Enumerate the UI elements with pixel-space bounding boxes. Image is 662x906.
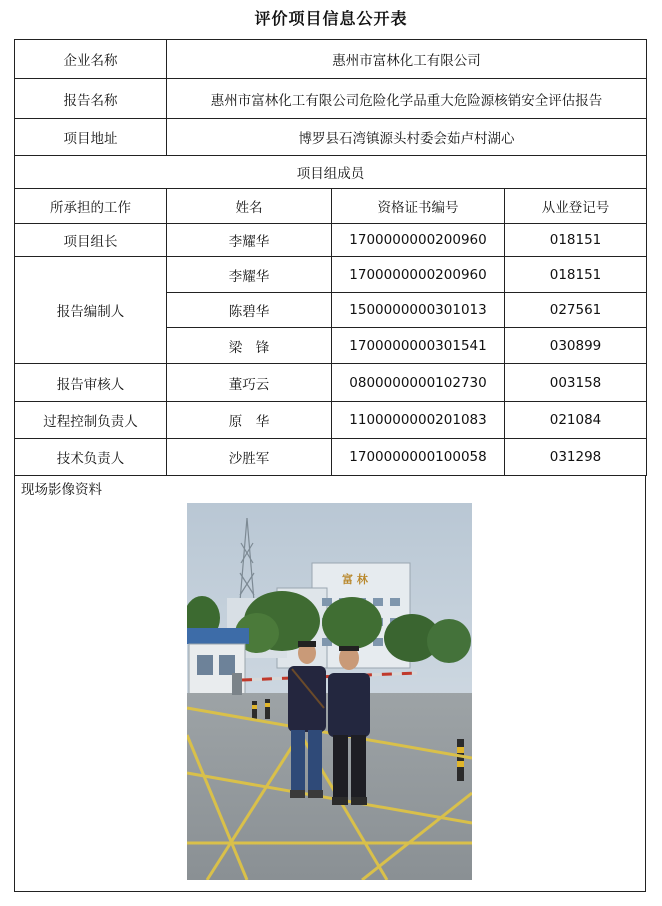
address-label: 项目地址 (15, 119, 167, 156)
page-title: 评价项目信息公开表 (254, 9, 408, 28)
role-cell: 项目组长 (15, 224, 167, 257)
building-sign: 富 林 (342, 573, 368, 586)
table-row (15, 402, 647, 439)
reg-cell: 030899 (505, 328, 647, 364)
photo-section-label: 现场影像资料 (21, 482, 102, 498)
members-header-row (15, 156, 647, 189)
cert-cell: 1700000000200960 (332, 224, 505, 257)
cert-cell: 1500000000301013 (332, 293, 505, 328)
photo-section (14, 475, 646, 892)
reg-cell: 031298 (505, 439, 647, 476)
table-row (15, 439, 647, 476)
address-row (15, 119, 647, 156)
role-cell: 报告编制人 (15, 257, 167, 364)
name-cell: 梁 锋 (167, 328, 332, 364)
cert-cell: 1700000000200960 (332, 257, 505, 293)
report-label: 报告名称 (15, 79, 167, 119)
report-value: 惠州市富林化工有限公司危险化学品重大危险源核销安全评估报告 (167, 79, 647, 119)
column-header-cert: 资格证书编号 (332, 189, 505, 224)
column-header-name: 姓名 (167, 189, 332, 224)
column-header-row (15, 189, 647, 224)
reg-cell: 027561 (505, 293, 647, 328)
address-value: 博罗县石湾镇源头村委会茹卢村湖心 (167, 119, 647, 156)
members-header: 项目组成员 (15, 156, 647, 189)
reg-cell: 003158 (505, 364, 647, 402)
column-header-role: 所承担的工作 (15, 189, 167, 224)
cert-cell: 1700000000100058 (332, 439, 505, 476)
column-header-reg: 从业登记号 (505, 189, 647, 224)
company-row (15, 40, 647, 79)
name-cell: 董巧云 (167, 364, 332, 402)
report-row (15, 79, 647, 119)
company-value: 惠州市富林化工有限公司 (167, 40, 647, 79)
reg-cell: 018151 (505, 224, 647, 257)
cert-cell: 0800000000102730 (332, 364, 505, 402)
table-row (15, 364, 647, 402)
name-cell: 李耀华 (167, 224, 332, 257)
info-table (14, 39, 647, 476)
reg-cell: 021084 (505, 402, 647, 439)
company-label: 企业名称 (15, 40, 167, 79)
role-cell: 过程控制负责人 (15, 402, 167, 439)
name-cell: 李耀华 (167, 257, 332, 293)
role-cell: 技术负责人 (15, 439, 167, 476)
site-photo-illustration (187, 503, 472, 880)
name-cell: 原 华 (167, 402, 332, 439)
cert-cell: 1100000000201083 (332, 402, 505, 439)
table-row (15, 224, 647, 257)
cert-cell: 1700000000301541 (332, 328, 505, 364)
name-cell: 沙胜军 (167, 439, 332, 476)
role-cell: 报告审核人 (15, 364, 167, 402)
table-row (15, 257, 647, 293)
site-photo (187, 503, 472, 880)
reg-cell: 018151 (505, 257, 647, 293)
name-cell: 陈碧华 (167, 293, 332, 328)
